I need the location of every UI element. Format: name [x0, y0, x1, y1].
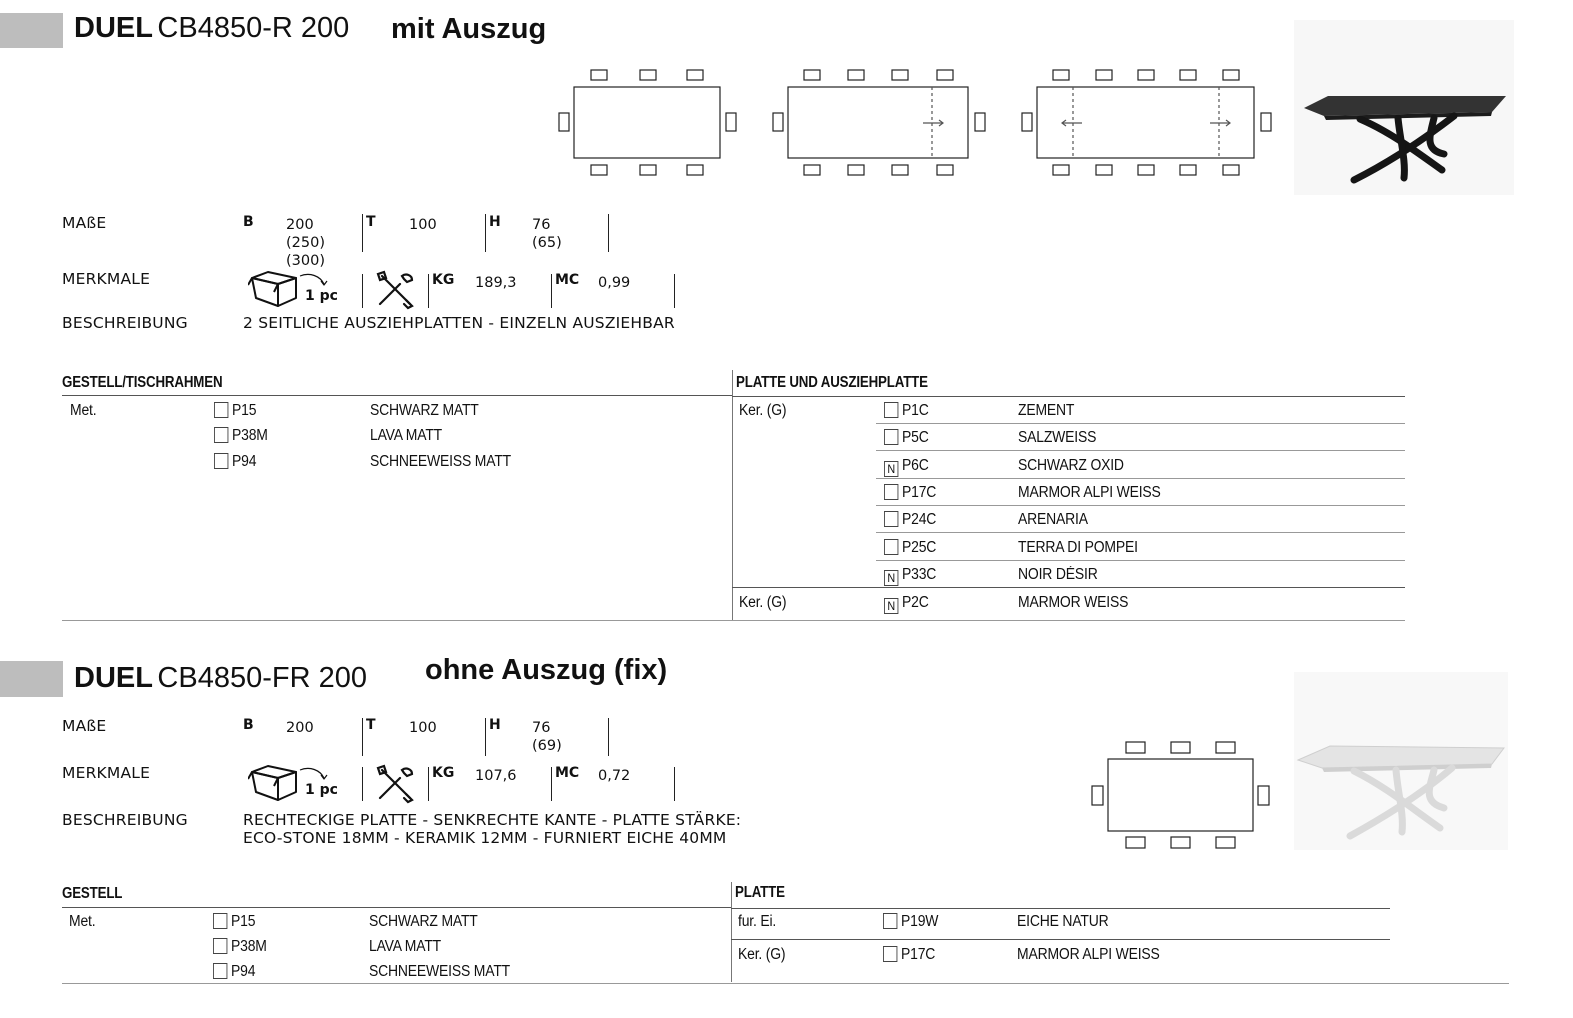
- finish-row: [884, 429, 929, 447]
- finish-checkbox[interactable]: [213, 938, 227, 954]
- beschreibung-label: BESCHREIBUNG: [62, 314, 188, 332]
- height-values: [532, 719, 562, 755]
- section-marker: [0, 661, 63, 697]
- depth-key: T: [366, 717, 376, 733]
- finish-row: [884, 539, 936, 557]
- divider: [485, 214, 486, 252]
- header-rule: [732, 396, 1405, 397]
- tools-icon: [374, 270, 418, 310]
- diagram-one-extension: [773, 70, 985, 175]
- section-rule: [62, 983, 1509, 984]
- finish-code: P25C: [902, 539, 937, 556]
- product-variant: mit Auszug: [391, 13, 547, 45]
- column-divider: [732, 370, 733, 620]
- table-image: [1294, 672, 1508, 850]
- divider: [674, 767, 675, 801]
- finish-name: SCHWARZ MATT: [370, 402, 479, 419]
- pc-label: 1 pc: [305, 782, 338, 798]
- depth-key: T: [366, 214, 376, 230]
- product-code: CB4850-R 200: [157, 12, 350, 44]
- box-icon: [248, 762, 338, 804]
- beschreibung-label: BESCHREIBUNG: [62, 811, 188, 829]
- finish-checkbox[interactable]: [883, 913, 897, 929]
- product-name: DUEL: [74, 12, 153, 44]
- frame-material: Met.: [70, 402, 97, 419]
- divider: [674, 274, 675, 308]
- pc-label: 1 pc: [305, 288, 338, 304]
- finish-checkbox[interactable]: [213, 963, 227, 979]
- diagram-closed: [559, 70, 736, 175]
- masse-label: MAßE: [62, 717, 107, 735]
- finish-checkbox[interactable]: [213, 913, 227, 929]
- finish-name: SCHWARZ OXID: [1018, 457, 1124, 474]
- finish-row: [213, 963, 255, 981]
- product-name: DUEL: [74, 662, 153, 694]
- finish-checkbox[interactable]: [884, 511, 898, 527]
- width-key: B: [243, 717, 254, 733]
- finish-code: P94: [232, 453, 257, 470]
- finish-name: EICHE NATUR: [1017, 913, 1109, 930]
- height-key: H: [489, 214, 501, 230]
- finish-code: P1C: [902, 402, 929, 419]
- table-diagrams: [550, 60, 1280, 185]
- finish-name: MARMOR ALPI WEISS: [1018, 484, 1161, 501]
- height-value: 76: [532, 720, 551, 736]
- top-material: fur. Ei.: [738, 913, 777, 930]
- product-variant: ohne Auszug (fix): [425, 654, 668, 686]
- finish-row: [884, 457, 929, 477]
- finish-name: TERRA DI POMPEI: [1018, 539, 1138, 556]
- finish-code: P17C: [901, 946, 936, 963]
- finish-row: [213, 938, 267, 956]
- product-code: CB4850-FR 200: [157, 662, 367, 694]
- finish-code: P17C: [902, 484, 937, 501]
- divider: [362, 274, 363, 308]
- finish-checkbox[interactable]: N: [884, 570, 898, 586]
- finish-code: P5C: [902, 429, 929, 446]
- finish-code: P24C: [902, 511, 937, 528]
- finish-code: P15: [231, 913, 256, 930]
- height-value: 76: [532, 217, 551, 233]
- table-diagram-fixed: [1088, 738, 1278, 856]
- width-value: (250): [286, 235, 325, 251]
- finish-name: MARMOR ALPI WEISS: [1017, 946, 1160, 963]
- finish-name: SALZWEISS: [1018, 429, 1097, 446]
- height-key: H: [489, 717, 501, 733]
- divider: [551, 767, 552, 801]
- finish-code: P15: [232, 402, 257, 419]
- box-icon: [248, 268, 338, 310]
- product-photo: [1294, 672, 1508, 850]
- divider: [428, 274, 429, 308]
- top-header: PLATTE UND AUSZIEHPLATTE: [736, 374, 928, 391]
- finish-code: P2C: [902, 594, 929, 611]
- divider: [608, 718, 609, 756]
- product-photo: [1294, 20, 1514, 195]
- volume-key: MC: [555, 272, 580, 288]
- finish-name: SCHWARZ MATT: [369, 913, 478, 930]
- finish-checkbox[interactable]: [214, 427, 228, 443]
- merkmale-label: MERKMALE: [62, 764, 151, 782]
- product-title: [74, 662, 367, 695]
- finish-checkbox[interactable]: [884, 429, 898, 445]
- finish-code: P94: [231, 963, 256, 980]
- weight-value: 189,3: [475, 275, 517, 291]
- finish-code: P38M: [231, 938, 267, 955]
- finish-code: P6C: [902, 457, 929, 474]
- finish-checkbox[interactable]: [214, 402, 228, 418]
- section-rule: [62, 620, 1405, 621]
- finish-row: [884, 594, 929, 614]
- width-value: 200: [286, 217, 314, 233]
- finish-row: [883, 946, 935, 964]
- finish-code: P38M: [232, 427, 268, 444]
- volume-key: MC: [555, 765, 580, 781]
- finish-row: [884, 484, 936, 502]
- height-value: (65): [532, 235, 562, 251]
- frame-material: Met.: [69, 913, 96, 930]
- finish-name: MARMOR WEISS: [1018, 594, 1129, 611]
- width-values: [286, 216, 325, 270]
- finish-checkbox[interactable]: [883, 946, 897, 962]
- finish-checkbox[interactable]: N: [884, 461, 898, 477]
- height-value: (69): [532, 738, 562, 754]
- finish-row: [214, 427, 268, 445]
- volume-value: 0,72: [598, 768, 631, 784]
- frame-header: GESTELL: [62, 885, 123, 902]
- width-value: 200: [286, 720, 314, 736]
- frame-header: GESTELL/TISCHRAHMEN: [62, 374, 223, 391]
- row-rule: [876, 560, 1405, 561]
- row-rule: [876, 450, 1405, 451]
- finish-checkbox[interactable]: [884, 484, 898, 500]
- header-rule: [731, 908, 1390, 909]
- column-divider: [731, 882, 732, 982]
- merkmale-label: MERKMALE: [62, 270, 151, 288]
- description-line: ECO-STONE 18MM - KERAMIK 12MM - FURNIERT EICHE 40MM: [243, 829, 727, 847]
- row-rule: [876, 478, 1405, 479]
- row-rule: [876, 532, 1405, 533]
- finish-row: [214, 402, 256, 420]
- divider: [362, 767, 363, 801]
- finish-name: LAVA MATT: [370, 427, 443, 444]
- top-material: Ker. (G): [739, 594, 787, 611]
- row-rule: [876, 505, 1405, 506]
- diagram-two-extensions: [1022, 70, 1271, 175]
- width-key: B: [243, 214, 254, 230]
- finish-name: LAVA MATT: [369, 938, 442, 955]
- finish-row: [884, 511, 936, 529]
- width-value: (300): [286, 253, 325, 269]
- group-rule: [732, 587, 1405, 588]
- divider: [551, 274, 552, 308]
- finish-checkbox[interactable]: N: [884, 598, 898, 614]
- finish-name: NOIR DÉSIR: [1018, 566, 1098, 583]
- finish-name: ZEMENT: [1018, 402, 1075, 419]
- table-image: [1294, 20, 1514, 195]
- top-material: Ker. (G): [738, 946, 786, 963]
- finish-checkbox[interactable]: [214, 453, 228, 469]
- finish-code: P19W: [901, 913, 939, 930]
- weight-key: KG: [432, 272, 455, 288]
- group-rule: [731, 939, 1390, 940]
- divider: [485, 718, 486, 756]
- depth-value: 100: [409, 217, 437, 233]
- divider: [362, 214, 363, 252]
- height-values: [532, 216, 562, 252]
- section-marker: [0, 13, 63, 48]
- volume-value: 0,99: [598, 275, 631, 291]
- finish-name: SCHNEEWEISS MATT: [369, 963, 511, 980]
- finish-row: [884, 566, 936, 586]
- description-text: 2 SEITLICHE AUSZIEHPLATTEN - EINZELN AUSZIEHBAR: [243, 314, 675, 332]
- top-header: PLATTE: [735, 884, 785, 901]
- finish-code: P33C: [902, 566, 937, 583]
- weight-value: 107,6: [475, 768, 517, 784]
- masse-label: MAßE: [62, 214, 107, 232]
- header-rule: [62, 907, 731, 908]
- top-material: Ker. (G): [739, 402, 787, 419]
- header-rule: [62, 395, 732, 396]
- finish-row: [883, 913, 938, 931]
- description-line: RECHTECKIGE PLATTE - SENKRECHTE KANTE - PLATTE STÄRKE:: [243, 811, 742, 829]
- finish-checkbox[interactable]: [884, 402, 898, 418]
- finish-name: ARENARIA: [1018, 511, 1088, 528]
- divider: [428, 767, 429, 801]
- finish-row: [213, 913, 255, 931]
- depth-value: 100: [409, 720, 437, 736]
- weight-key: KG: [432, 765, 455, 781]
- product-title: [74, 12, 349, 45]
- description-text: [243, 811, 741, 847]
- finish-name: SCHNEEWEISS MATT: [370, 453, 512, 470]
- finish-checkbox[interactable]: [884, 539, 898, 555]
- tools-icon: [374, 764, 418, 804]
- row-rule: [876, 423, 1405, 424]
- divider: [608, 214, 609, 252]
- divider: [362, 718, 363, 756]
- finish-row: [214, 453, 256, 471]
- finish-row: [884, 402, 929, 420]
